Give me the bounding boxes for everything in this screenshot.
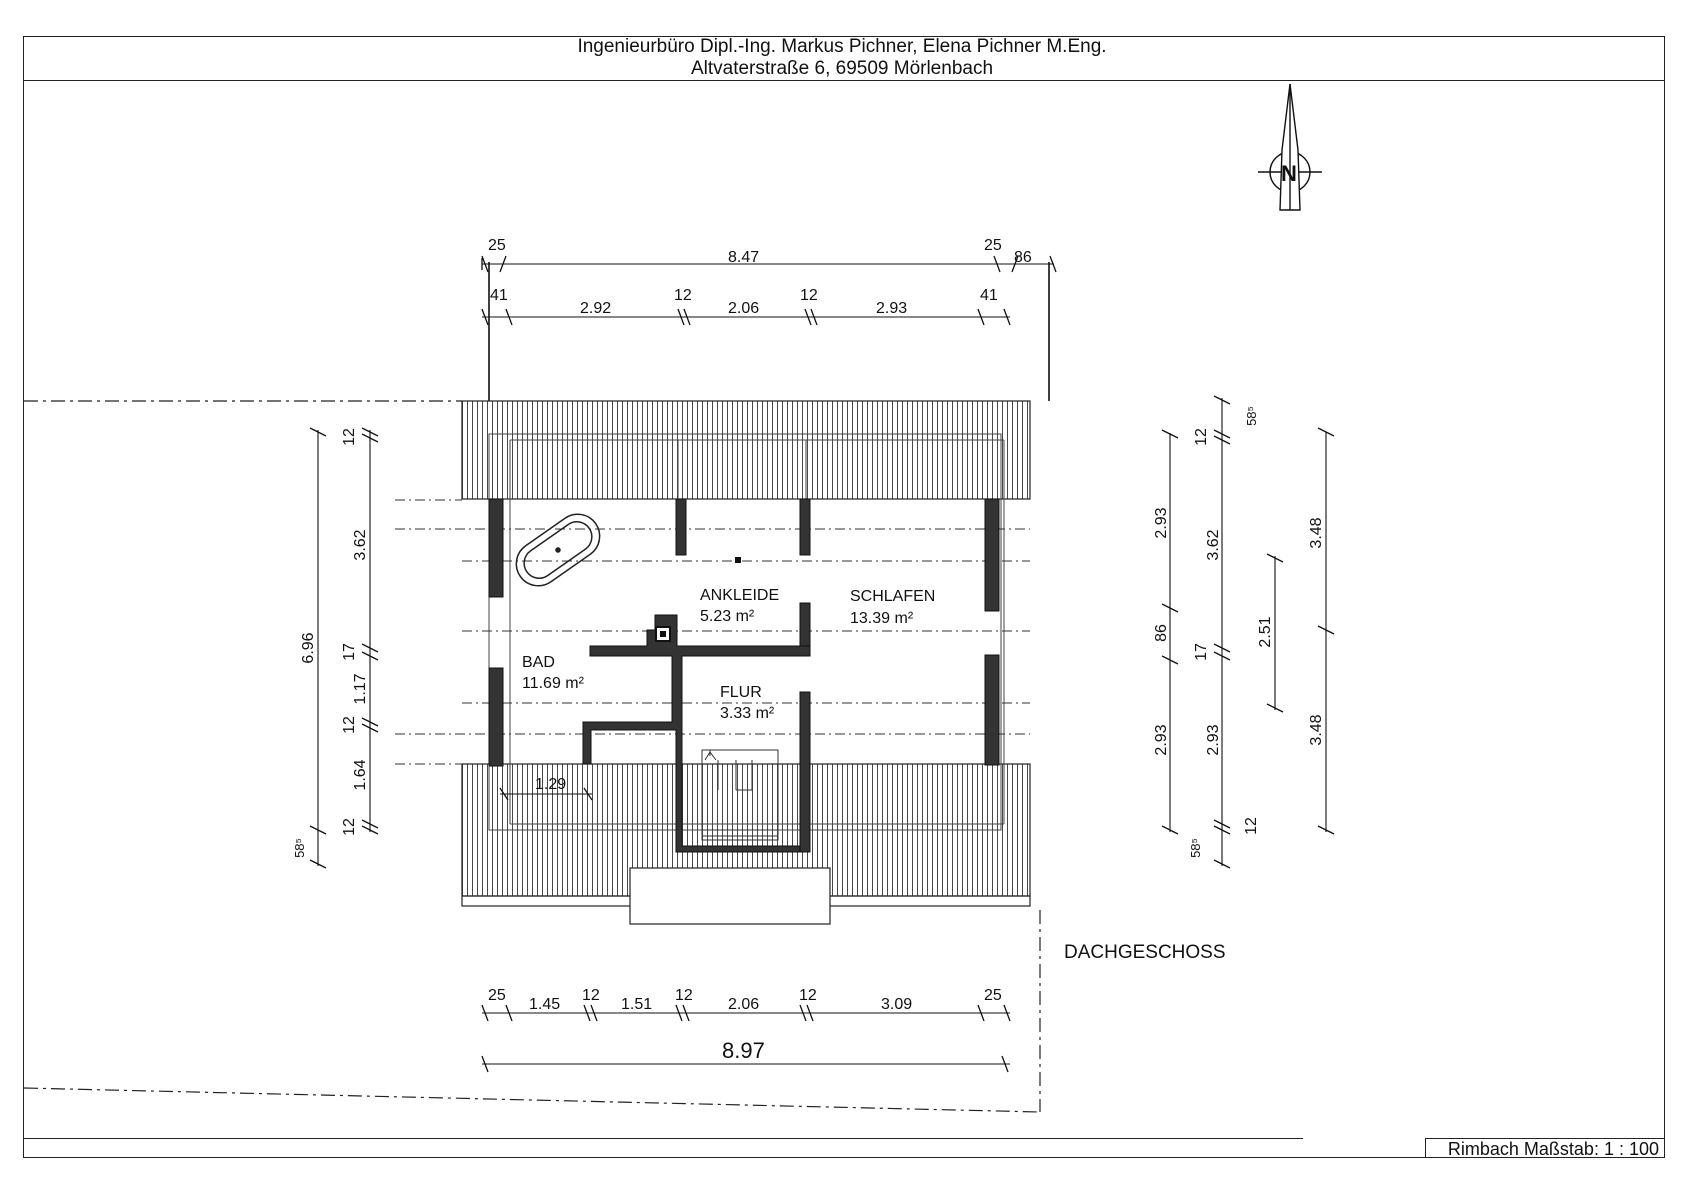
dim-bot-2: 1.45 [529,996,561,1013]
dim-bot-9: 25 [984,987,1002,1004]
north-label: N [1281,161,1297,186]
dim-left-2: 58⁵ [292,838,307,858]
header-line-2: Altvaterstraße 6, 69509 Mörlenbach [690,58,994,79]
dim-li-6: 1.64 [352,759,369,791]
dim-li-1: 12 [341,428,358,446]
dim-left-1: 6.96 [300,632,317,664]
chimney [656,627,670,641]
dim-top2-4: 2.06 [728,300,760,317]
dim-rd-1: 3.48 [1308,517,1325,549]
dim-rb-5: 2.93 [1205,724,1222,756]
dim-inner: 1.29 [535,776,567,793]
dim-li-5: 12 [341,716,358,734]
dim-bot-8: 3.09 [881,996,913,1013]
eave-lines [489,262,1049,401]
bathtub [508,506,609,595]
room-name-ankleide: ANKLEIDE [700,587,780,604]
dim-bot-4: 1.51 [621,996,653,1013]
dim-bot-6: 2.06 [728,996,760,1013]
room-area-bad: 11.69 m² [522,675,584,692]
dim-li-7: 12 [341,818,358,836]
north-arrow-icon [1258,84,1322,210]
dim-top-2: 8.47 [728,249,760,266]
dim-top-1: 25 [488,237,506,254]
dim-rb-3: 3.62 [1205,529,1222,561]
room-area-flur: 3.33 m² [720,705,775,722]
dim-rb-1: 58⁵ [1244,406,1259,426]
dim-ra-4: 58⁵ [1188,838,1203,858]
dim-top2-1: 41 [490,287,508,304]
dim-top2-6: 2.93 [876,300,908,317]
room-area-ankleide: 5.23 m² [700,608,755,625]
scale-label: Rimbach Maßstab: 1 : 100 [1425,1138,1665,1158]
dim-top2-7: 41 [980,287,998,304]
room-name-bad: BAD [522,654,555,671]
header-line-1: Ingenieurbüro Dipl.-Ing. Markus Pichner, Elena Pichner M.Eng. [577,36,1107,57]
dim-rb-4: 17 [1193,643,1210,661]
room-name-schlafen: SCHLAFEN [850,588,936,605]
dim-bot-1: 25 [488,987,506,1004]
room-name-flur: FLUR [720,684,762,701]
dim-bot-7: 12 [799,987,817,1004]
dim-li-4: 1.17 [352,673,369,705]
dim-li-3: 17 [341,643,358,661]
dim-ra-2: 86 [1153,624,1170,642]
dim-rd-2: 3.48 [1308,714,1325,746]
dim-top2-3: 12 [674,287,692,304]
dim-top2-2: 2.92 [580,300,612,317]
dim-bot-3: 12 [582,987,600,1004]
room-area-schlafen: 13.39 m² [850,610,914,627]
dim-li-2: 3.62 [352,529,369,561]
roof-top [462,401,1030,499]
dim-top-3: 25 [984,237,1002,254]
light-point [735,557,741,563]
dim-bot-5: 12 [675,987,693,1004]
dim-rb-6: 12 [1243,817,1260,835]
dim-top-4: 86 [1014,249,1032,266]
dim-total: 8.97 [722,1038,765,1063]
dim-rc-1: 2.51 [1257,616,1274,648]
plan-title: DACHGESCHOSS [1064,942,1226,963]
dim-ra-1: 2.93 [1153,507,1170,539]
dim-ra-3: 2.93 [1153,724,1170,756]
dim-rb-2: 12 [1193,428,1210,446]
dim-top2-5: 12 [800,287,818,304]
